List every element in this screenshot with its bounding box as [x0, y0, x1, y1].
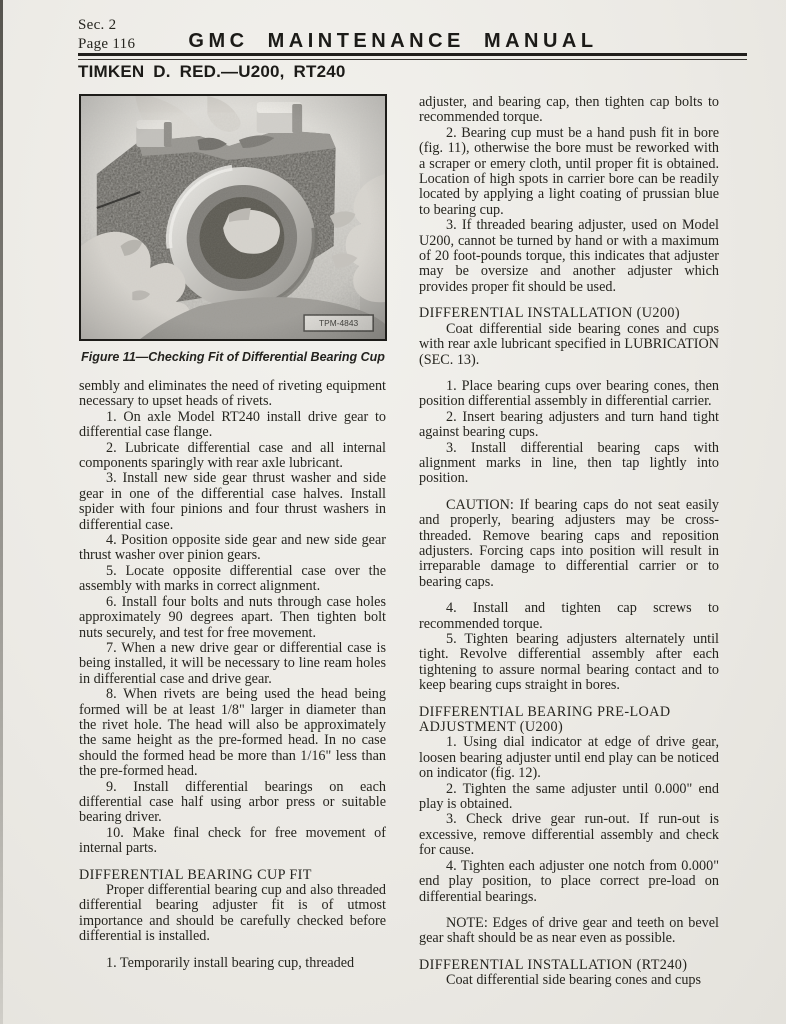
bearing-cap-photo-illustration — [81, 96, 385, 339]
paragraph: 5. Locate opposite differential case over the assembly with marks in correct alignment. — [79, 562, 386, 595]
paragraph: 7. When a new drive gear or differential case is being installed, it will be necessary to line ream holes in differential case and drive gear. — [79, 639, 386, 687]
figure-11-photo — [79, 94, 387, 341]
scan-edge-shadow — [0, 0, 3, 1024]
paragraph: Proper differential bearing cup and also threaded differential bearing adjuster fit is of utmost importance and should be carefully checked before differential is installed. — [79, 882, 386, 945]
paragraph: adjuster, and bearing cap, then tighten cap bolts to recommended torque. — [419, 94, 719, 126]
paragraph: 6. Install four bolts and nuts through case holes approximately 90 degrees apart. Then tighten bolt nuts securely, and test for free movement. — [79, 593, 386, 641]
paragraph: Coat differential side bearing cones and cups — [446, 972, 702, 989]
paragraph: 4. Tighten each adjuster one notch from 0.000" end play position, to place correct pre-load on differential bearings. — [419, 857, 719, 905]
paragraph: 1. On axle Model RT240 install drive gear to differential case flange. — [79, 408, 386, 441]
figure-caption: Figure 11—Checking Fit of Differential Bearing Cup — [81, 350, 385, 364]
section-heading: DIFFERENTIAL INSTALLATION (U200) — [419, 305, 680, 322]
page-number: Page 116 — [78, 36, 136, 52]
paragraph: 1. Using dial indicator at edge of drive gear, loosen bearing adjuster until end play can be noticed on indicator (fig. 12). — [419, 734, 719, 782]
page-title: TIMKEN D. RED.—U200, RT240 — [78, 62, 346, 81]
manual-title: GMC MAINTENANCE MANUAL — [188, 30, 598, 52]
left-text-column — [79, 379, 386, 971]
paragraph: 3. Install differential bearing caps with alignment marks in line, then tap lightly into position. — [419, 439, 719, 487]
header-rule — [78, 53, 747, 60]
paragraph: 3. If threaded bearing adjuster, used on Model U200, cannot be turned by hand or with a maximum of 20 foot-pounds torque, this indicates that adjuster may be oversize and another adjuster which provides proper fit should be used. — [419, 217, 719, 295]
paragraph: 2. Tighten the same adjuster until 0.000" end play is obtained. — [419, 780, 719, 813]
paragraph: 1. Temporarily install bearing cup, threaded — [106, 954, 355, 971]
section-heading: DIFFERENTIAL BEARING PRE-LOAD ADJUSTMENT (U200) — [419, 703, 671, 736]
paragraph: sembly and eliminates the need of riveting equipment necessary to upset heads of rivets. — [79, 378, 386, 410]
paragraph: 5. Tighten bearing adjusters alternately until tight. Revolve differential assembly after each tightening to assure normal bearing contact and to keep bearing cups straight in bores. — [419, 631, 719, 694]
paragraph: 3. Check drive gear run-out. If run-out is excessive, remove differential assembly and check for cause. — [419, 811, 719, 859]
paragraph: 1. Place bearing cups over bearing cones, then position differential assembly in differential carrier. — [419, 377, 719, 410]
paragraph: 9. Install differential bearings on each differential case half using arbor press or suitable bearing driver. — [79, 778, 386, 826]
paragraph: 8. When rivets are being used the head being formed will be at least 1/8" larger in diameter than the rivet hole. The head will also be approximately the same height as the pre-formed head. In no case should the formed head be more than 1/16" less than the pre-formed head. — [79, 686, 386, 780]
paragraph: CAUTION: If bearing caps do not seat easily and properly, bearing adjusters may be cross-threaded. Remove bearing caps and reposition adjusters. Forcing caps into position will result in irreparable damage to differential carrier or to bearing caps. — [419, 496, 719, 590]
paragraph: 3. Install new side gear thrust washer and side gear in one of the differential case halves. Install spider with four pinions and four thrust washers in differential case. — [79, 470, 386, 533]
paragraph: 10. Make final check for free movement of internal parts. — [79, 824, 386, 857]
paragraph: 2. Lubricate differential case and all internal components sparingly with rear axle lubricant. — [79, 439, 386, 472]
paragraph: 2. Insert bearing adjusters and turn hand tight against bearing cups. — [419, 408, 719, 441]
paragraph: Coat differential side bearing cones and cups with rear axle lubricant specified in LUBRICATION (SEC. 13). — [419, 320, 719, 368]
paragraph: 4. Position opposite side gear and new side gear thrust washer over pinion gears. — [79, 532, 386, 564]
section-heading: DIFFERENTIAL BEARING CUP FIT — [79, 866, 312, 883]
section-number: Sec. 2 — [78, 17, 117, 33]
right-text-column — [419, 95, 719, 989]
paragraph: 2. Bearing cup must be a hand push fit in bore (fig. 11), otherwise the bore must be reworked with a scraper or emery cloth, until proper fit is obtained. Location of high spots in carrier bore can be readily located by applying a light coating of prussian blue to bearing cup. — [419, 124, 719, 218]
section-heading: DIFFERENTIAL INSTALLATION (RT240) — [419, 956, 688, 973]
paragraph: NOTE: Edges of drive gear and teeth on bevel gear shaft should be as near even as possible. — [419, 914, 719, 947]
paragraph: 4. Install and tighten cap screws to recommended torque. — [419, 600, 719, 632]
